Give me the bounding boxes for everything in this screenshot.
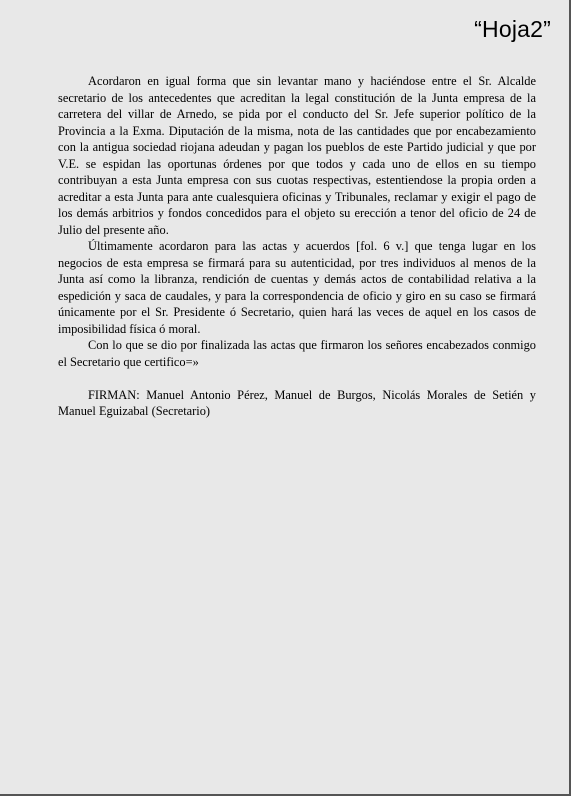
sheet-title: “Hoja2” bbox=[474, 16, 551, 42]
paragraph-agreement-signing: Últimamente acordaron para las actas y acuerdos [fol. 6 v.] que tenga lugar en los negocios de esta empresa se firmará para su autenticidad, por tres individuos al menos de la Junta así como la libranza, rendición de cuentas y demás actos de contabilidad relativa a la espedición y saca de caudales, y para la correspondencia de oficio y giro en su caso se firmará únicamente por el Sr. Presidente ó Secretario, quien hará las veces de aquel en los casos de imposibilidad física ó moral. bbox=[58, 239, 536, 336]
document-body bbox=[58, 73, 536, 420]
signatures-paragraph: FIRMAN: Manuel Antonio Pérez, Manuel de Burgos, Nicolás Morales de Setién y Manuel Eguizabal (Secretario) bbox=[58, 387, 536, 418]
paragraph-closing: Con lo que se dio por finalizada las actas que firmaron los señores encabezados conmigo el Secretario que certifico=» bbox=[58, 338, 536, 369]
paragraph-agreement-funding: Acordaron en igual forma que sin levantar mano y haciéndose entre el Sr. Alcalde secretario de los antecedentes que acreditan la legal constitución de la Junta empresa de la carretera del villar de Arnedo, se pida por el conducto del Sr. Jefe superior político de la Provincia a la Exma. Diputación de la misma, nota de las cantidades que por encabezamiento con la antigua sociedad riojana adeudan y pagan los pueblos de este Partido judicial y que por V.E. se espidan las oportunas órdenes por que todos y cada uno de ellos en su tiempo contribuyan a esta Junta empresa con sus cuotas respectivas, estentiendose la propia orden a acreditar a esta Junta para ante cualesquiera oficinas y Tribunales, reclamar y exigir el pago de los demás arbitrios y fondos concedidos para el objeto su erección a tenor del oficio de 24 de Julio del presente año. bbox=[58, 74, 536, 237]
